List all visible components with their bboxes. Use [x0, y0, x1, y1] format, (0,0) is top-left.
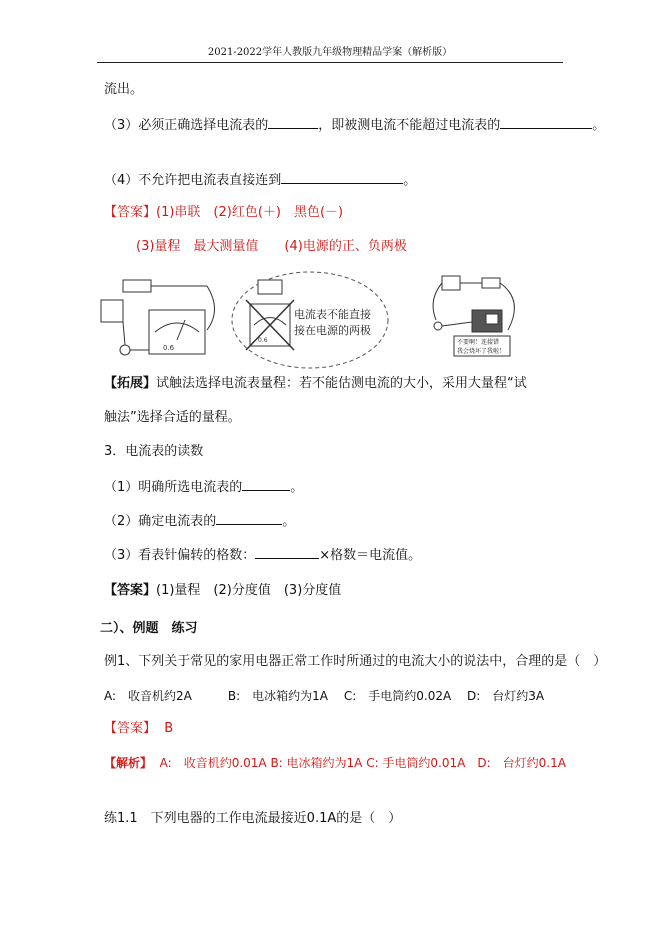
text: 。 [282, 514, 296, 529]
extension-label: 【拓展】 [104, 376, 157, 391]
circuit-diagram-right [428, 270, 528, 370]
text: ×格数＝电流值。 [319, 548, 422, 563]
answer-blank [500, 115, 592, 129]
answer-label: 【答案】 [104, 205, 157, 220]
text: （3）看表针偏转的格数： [104, 548, 256, 563]
item-4 [104, 170, 416, 190]
text: 。 [403, 173, 417, 188]
answer-label: 【答案】 [104, 583, 157, 598]
answer-block-4 [104, 720, 173, 738]
answer-blank [255, 545, 319, 559]
bubble-line-1: 不要啊！连接错 [457, 339, 500, 346]
answer-blank [281, 170, 403, 184]
text: 试触法选择电流表量程：若不能估测电流的大小，采用大量程“试 [156, 376, 527, 391]
answer-block-1 [104, 204, 343, 222]
text: 。 [592, 118, 606, 133]
answer-text: B [164, 721, 174, 736]
text: （3）必须正确选择电流表的 [104, 118, 269, 133]
answer-blank [268, 115, 318, 129]
explanation-label: 【解析】 [104, 756, 153, 770]
text-line: 流出。 [104, 82, 144, 97]
reading-item-2 [104, 511, 295, 531]
text: （4）不允许把电流表直接连到 [104, 173, 282, 188]
text: ，即被测电流不能超过电流表的 [318, 118, 501, 133]
meter-label: 0.6 [258, 337, 268, 344]
reading-item-1 [104, 477, 303, 497]
answer-block-3 [104, 582, 341, 600]
example-question: 例1、下列关于常见的家用电器正常工作时所通过的电流大小的说法中，合理的是（ ） [104, 654, 607, 669]
practice-question: 练1.1 下列电器的工作电流最接近0.1A的是（ ） [104, 811, 402, 826]
text-line: 触法”选择合适的量程。 [104, 410, 241, 425]
answer-label: 【答案】 [104, 721, 157, 736]
explanation-block [104, 754, 566, 772]
caption-line-2: 接在电源的两极 [294, 324, 371, 337]
text: （1）明确所选电流表的 [104, 480, 243, 495]
circuit-diagram-wrong [230, 270, 390, 370]
caption-line-1: 电流表不能直接 [294, 308, 371, 321]
item-3 [104, 115, 605, 135]
example-options: A: 收音机约2A B: 电冰箱约为1A C: 手电筒约0.02A D: 台灯约3A [104, 689, 545, 703]
reading-item-3 [104, 545, 421, 565]
circuit-diagram-left [97, 270, 222, 370]
text: 。 [290, 480, 304, 495]
section-heading: 3．电流表的读数 [104, 444, 204, 459]
meter-label: 0.6 [163, 344, 175, 352]
bubble-line-2: 我会烧坏了我啦！ [457, 348, 506, 355]
answer-text: (3)量程 最大测量值 (4)电源的正、负两极 [136, 239, 407, 254]
answer-text: (1)量程 (2)分度值 (3)分度值 [156, 583, 342, 598]
page-header: 2021-2022学年人教版九年级物理精品学案（解析版） [97, 44, 563, 63]
answer-blank [216, 511, 282, 525]
text: （2）确定电流表的 [104, 514, 217, 529]
answer-blank [242, 477, 290, 491]
answer-text: (1)串联 (2)红色(＋) 黑色(－) [156, 205, 344, 220]
section-heading-2: 二）、例题 练习 [100, 621, 198, 636]
extension-1 [104, 375, 527, 393]
explanation-text: A: 收音机约0.01A B: 电冰箱约为1A C: 手电筒约0.01A D: 台灯约0.1A [159, 756, 566, 770]
